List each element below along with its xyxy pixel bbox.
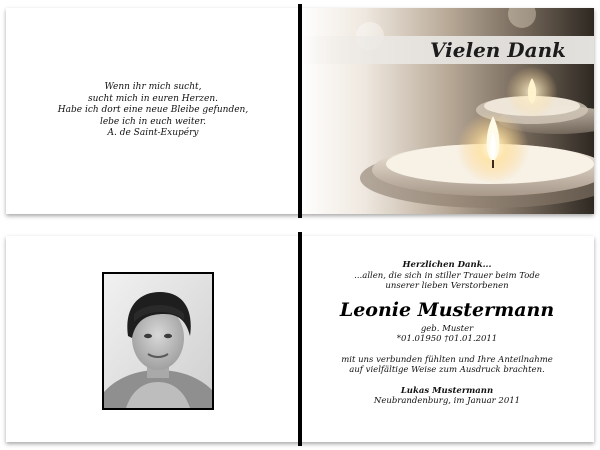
fold-line	[298, 4, 302, 218]
place-date: Neubrandenburg, im Januar 2011	[373, 396, 521, 406]
heading: Herzlichen Dank...	[402, 260, 492, 270]
candles-photo	[300, 8, 594, 214]
banner	[300, 36, 594, 64]
fold-line	[298, 232, 302, 446]
quote-line: Habe ich dort eine neue Bleibe gefunden,	[57, 105, 249, 115]
portrait-icon	[104, 274, 212, 408]
quote-line: sucht mich in euren Herzen.	[88, 93, 218, 104]
thanks-line: auf vielfältige Weise zum Ausdruck brachten.	[349, 365, 545, 375]
quote-author: A. de Saint-Exupéry	[107, 128, 199, 138]
portrait-photo	[102, 272, 214, 410]
cover-panel	[300, 8, 594, 214]
signer: Lukas Mustermann	[400, 385, 494, 396]
portrait-panel	[6, 236, 300, 442]
quote-panel	[6, 8, 300, 214]
deceased-name: Leonie Mustermann	[339, 298, 555, 321]
thank-you-text	[300, 260, 594, 407]
quote-line: Wenn ihr mich sucht,	[104, 82, 202, 92]
intro-line: unserer lieben Verstorbenen	[385, 281, 509, 291]
life-dates: *01.01950 †01.01.2011	[396, 334, 498, 344]
card-outer-spread	[6, 8, 594, 214]
thanks-line: mit uns verbunden fühlten und Ihre Anteilnahme	[341, 354, 553, 365]
birth-name: geb. Muster	[420, 323, 474, 334]
quote	[6, 82, 300, 140]
text-panel	[300, 236, 594, 442]
quote-line: lebe ich in euch weiter.	[99, 116, 207, 127]
intro-line: ...allen, die sich in stiller Trauer beim Tode	[354, 270, 540, 281]
card-inner-spread	[6, 236, 594, 442]
banner-title: Vielen Dank	[429, 38, 566, 62]
